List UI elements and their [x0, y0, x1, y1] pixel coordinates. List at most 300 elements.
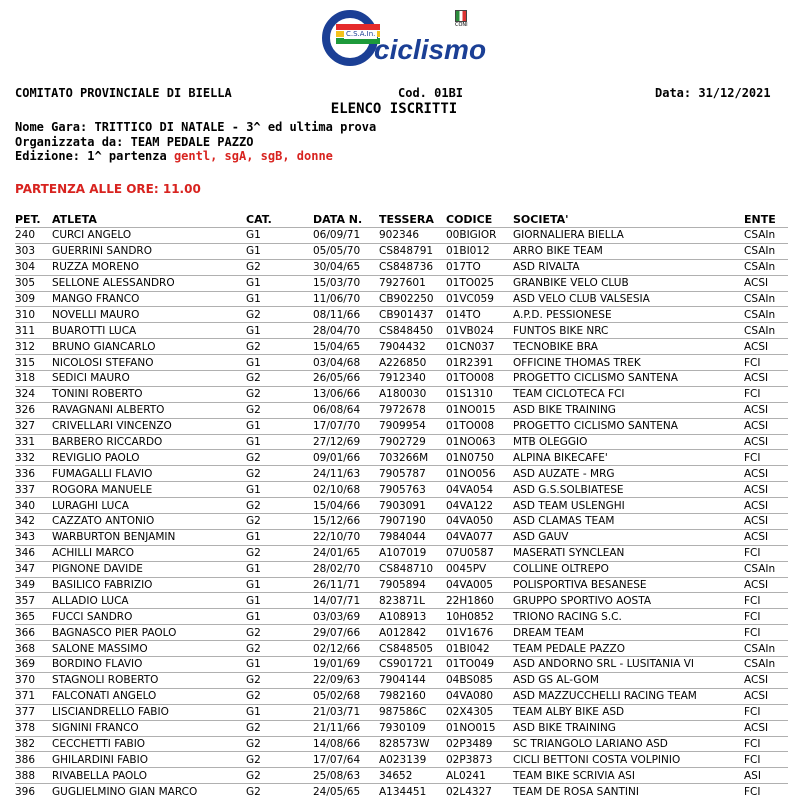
cell-tessera: CB902250: [379, 291, 446, 307]
cell-atleta: CAZZATO ANTONIO: [52, 514, 246, 530]
cell-societa: ASD GS AL-GOM: [513, 672, 744, 688]
cell-tessera: 7902729: [379, 434, 446, 450]
cell-codice: 04BS085: [446, 672, 513, 688]
logo-small-text: C.S.A.In.: [344, 30, 377, 39]
cell-data-nascita: 22/10/70: [313, 529, 379, 545]
cell-societa: ASD ANDORNO SRL - LUSITANIA VI: [513, 657, 744, 673]
cell-cat: G2: [246, 641, 313, 657]
coni-emblem: [455, 10, 467, 26]
table-row: [15, 371, 788, 387]
cell-societa: ASD VELO CLUB VALSESIA: [513, 291, 744, 307]
cell-tessera: 703266M: [379, 450, 446, 466]
cell-tessera: 7905763: [379, 482, 446, 498]
cell-codice: 01NO056: [446, 466, 513, 482]
cell-atleta: ALLADIO LUCA: [52, 593, 246, 609]
cell-societa: ASD BIKE TRAINING: [513, 720, 744, 736]
start-time: PARTENZA ALLE ORE: 11.00: [15, 182, 201, 196]
table-row: [15, 386, 788, 402]
table-row: [15, 228, 788, 244]
cell-tessera: A226850: [379, 355, 446, 371]
cell-tessera: CS848450: [379, 323, 446, 339]
cell-pet: 370: [15, 672, 52, 688]
cell-data-nascita: 21/03/71: [313, 704, 379, 720]
cell-pet: 396: [15, 784, 52, 799]
cell-atleta: PIGNONE DAVIDE: [52, 561, 246, 577]
cell-data-nascita: 30/04/65: [313, 259, 379, 275]
cell-tessera: 823871L: [379, 593, 446, 609]
committee-name: COMITATO PROVINCIALE DI BIELLA: [15, 86, 232, 100]
cell-atleta: SEDICI MAURO: [52, 371, 246, 387]
cell-data-nascita: 15/04/66: [313, 498, 379, 514]
race-organizer: Organizzata da: TEAM PEDALE PAZZO: [15, 135, 253, 149]
cell-ente: CSAIn: [744, 228, 788, 244]
cell-pet: 315: [15, 355, 52, 371]
cell-cat: G2: [246, 784, 313, 799]
cell-pet: 349: [15, 577, 52, 593]
cell-data-nascita: 17/07/70: [313, 418, 379, 434]
cell-pet: 240: [15, 228, 52, 244]
cell-atleta: CRIVELLARI VINCENZO: [52, 418, 246, 434]
col-header-data: DATA N.: [313, 212, 379, 228]
cell-societa: ASD CLAMAS TEAM: [513, 514, 744, 530]
cell-societa: TRIONO RACING S.C.: [513, 609, 744, 625]
cell-tessera: 7904432: [379, 339, 446, 355]
cell-pet: 311: [15, 323, 52, 339]
cell-societa: GIORNALIERA BIELLA: [513, 228, 744, 244]
cell-codice: 02X4305: [446, 704, 513, 720]
table-row: [15, 720, 788, 736]
cell-societa: ASD TEAM USLENGHI: [513, 498, 744, 514]
cell-data-nascita: 15/03/70: [313, 275, 379, 291]
cell-pet: 305: [15, 275, 52, 291]
cell-codice: 01TO049: [446, 657, 513, 673]
cell-atleta: NOVELLI MAURO: [52, 307, 246, 323]
cell-societa: COLLINE OLTREPO: [513, 561, 744, 577]
cell-societa: ARRO BIKE TEAM: [513, 243, 744, 259]
col-header-ente: ENTE: [744, 212, 788, 228]
cell-codice: 10H0852: [446, 609, 513, 625]
cell-atleta: BORDINO FLAVIO: [52, 657, 246, 673]
table-row: [15, 259, 788, 275]
cell-pet: 388: [15, 768, 52, 784]
cell-data-nascita: 22/09/63: [313, 672, 379, 688]
cell-pet: 324: [15, 386, 52, 402]
cell-codice: 04VA122: [446, 498, 513, 514]
table-row: [15, 291, 788, 307]
table-row: [15, 736, 788, 752]
cell-atleta: RAVAGNANI ALBERTO: [52, 402, 246, 418]
cell-data-nascita: 06/09/71: [313, 228, 379, 244]
cell-tessera: CS901721: [379, 657, 446, 673]
cell-atleta: MANGO FRANCO: [52, 291, 246, 307]
cell-ente: FCI: [744, 784, 788, 799]
cell-ente: FCI: [744, 355, 788, 371]
cell-tessera: 987586C: [379, 704, 446, 720]
table-row: [15, 482, 788, 498]
cell-tessera: CB901437: [379, 307, 446, 323]
cell-societa: MTB OLEGGIO: [513, 434, 744, 450]
cell-ente: ACSI: [744, 466, 788, 482]
cell-ente: CSAIn: [744, 259, 788, 275]
cell-cat: G2: [246, 625, 313, 641]
cell-pet: 382: [15, 736, 52, 752]
cell-pet: 312: [15, 339, 52, 355]
cell-ente: ACSI: [744, 529, 788, 545]
cell-data-nascita: 05/05/70: [313, 243, 379, 259]
cell-pet: 331: [15, 434, 52, 450]
cell-pet: 365: [15, 609, 52, 625]
cell-societa: TEAM PEDALE PAZZO: [513, 641, 744, 657]
table-row: [15, 577, 788, 593]
cell-codice: 01VB024: [446, 323, 513, 339]
cell-cat: G2: [246, 307, 313, 323]
col-header-societa: SOCIETA': [513, 212, 744, 228]
cell-societa: TEAM DE ROSA SANTINI: [513, 784, 744, 799]
cell-cat: G2: [246, 688, 313, 704]
cell-cat: G1: [246, 355, 313, 371]
cell-atleta: GHILARDINI FABIO: [52, 752, 246, 768]
entries-table: [15, 212, 788, 799]
col-header-cat: CAT.: [246, 212, 313, 228]
table-row: [15, 307, 788, 323]
cell-data-nascita: 25/08/63: [313, 768, 379, 784]
cell-societa: A.P.D. PESSIONESE: [513, 307, 744, 323]
cell-ente: FCI: [744, 752, 788, 768]
cell-atleta: SELLONE ALESSANDRO: [52, 275, 246, 291]
cell-cat: G2: [246, 720, 313, 736]
cell-societa: TEAM CICLOTECA FCI: [513, 386, 744, 402]
table-row: [15, 418, 788, 434]
cell-tessera: CS848710: [379, 561, 446, 577]
cell-data-nascita: 28/02/70: [313, 561, 379, 577]
cell-data-nascita: 24/11/63: [313, 466, 379, 482]
cell-tessera: 7903091: [379, 498, 446, 514]
cell-cat: G1: [246, 323, 313, 339]
table-row: [15, 641, 788, 657]
cell-ente: CSAIn: [744, 291, 788, 307]
cell-cat: G1: [246, 243, 313, 259]
cell-codice: 01NO015: [446, 402, 513, 418]
cell-tessera: A108913: [379, 609, 446, 625]
committee-code: Cod. 01BI: [398, 86, 463, 100]
cell-codice: 04VA077: [446, 529, 513, 545]
cell-societa: ASD MAZZUCCHELLI RACING TEAM: [513, 688, 744, 704]
cell-ente: FCI: [744, 450, 788, 466]
cell-pet: 336: [15, 466, 52, 482]
cell-ente: FCI: [744, 736, 788, 752]
cell-cat: G1: [246, 482, 313, 498]
cell-societa: FUNTOS BIKE NRC: [513, 323, 744, 339]
cell-ente: FCI: [744, 386, 788, 402]
cell-tessera: A134451: [379, 784, 446, 799]
table-row: [15, 243, 788, 259]
cell-societa: OFFICINE THOMAS TREK: [513, 355, 744, 371]
table-row: [15, 672, 788, 688]
cell-cat: G1: [246, 434, 313, 450]
cell-codice: 01NO015: [446, 720, 513, 736]
logo-word: ciclismo: [374, 34, 486, 66]
cell-societa: GRUPPO SPORTIVO AOSTA: [513, 593, 744, 609]
cell-tessera: A012842: [379, 625, 446, 641]
cell-data-nascita: 26/05/66: [313, 371, 379, 387]
cell-atleta: TONINI ROBERTO: [52, 386, 246, 402]
cell-tessera: 7905787: [379, 466, 446, 482]
document-date: Data: 31/12/2021: [655, 86, 771, 100]
cell-tessera: 7905894: [379, 577, 446, 593]
cell-codice: 01BI042: [446, 641, 513, 657]
cell-cat: G2: [246, 339, 313, 355]
cell-data-nascita: 02/10/68: [313, 482, 379, 498]
cell-societa: POLISPORTIVA BESANESE: [513, 577, 744, 593]
cell-codice: 014TO: [446, 307, 513, 323]
cell-pet: 309: [15, 291, 52, 307]
cell-societa: PROGETTO CICLISMO SANTENA: [513, 418, 744, 434]
cell-atleta: STAGNOLI ROBERTO: [52, 672, 246, 688]
cell-atleta: REVIGLIO PAOLO: [52, 450, 246, 466]
page-title: ELENCO ISCRITTI: [0, 101, 788, 117]
cell-atleta: BUAROTTI LUCA: [52, 323, 246, 339]
table-row: [15, 752, 788, 768]
cell-atleta: CURCI ANGELO: [52, 228, 246, 244]
cell-pet: 343: [15, 529, 52, 545]
cell-ente: CSAIn: [744, 561, 788, 577]
cell-data-nascita: 09/01/66: [313, 450, 379, 466]
cell-pet: 303: [15, 243, 52, 259]
cell-data-nascita: 02/12/66: [313, 641, 379, 657]
cell-codice: 04VA005: [446, 577, 513, 593]
cell-codice: 01R2391: [446, 355, 513, 371]
cell-societa: MASERATI SYNCLEAN: [513, 545, 744, 561]
cell-codice: 01TO008: [446, 371, 513, 387]
cell-ente: CSAIn: [744, 323, 788, 339]
cell-societa: PROGETTO CICLISMO SANTENA: [513, 371, 744, 387]
cell-cat: G2: [246, 466, 313, 482]
cell-societa: TEAM BIKE SCRIVIA ASI: [513, 768, 744, 784]
cell-tessera: CS848736: [379, 259, 446, 275]
cell-data-nascita: 08/11/66: [313, 307, 379, 323]
cell-tessera: 34652: [379, 768, 446, 784]
cell-codice: 01VC059: [446, 291, 513, 307]
cell-atleta: CECCHETTI FABIO: [52, 736, 246, 752]
cell-cat: G2: [246, 514, 313, 530]
cell-codice: 0045PV: [446, 561, 513, 577]
cell-cat: G1: [246, 529, 313, 545]
cell-cat: G2: [246, 736, 313, 752]
table-row: [15, 704, 788, 720]
cell-tessera: 7909954: [379, 418, 446, 434]
cell-tessera: A023139: [379, 752, 446, 768]
cell-codice: AL0241: [446, 768, 513, 784]
table-row: [15, 657, 788, 673]
cell-cat: G2: [246, 402, 313, 418]
cell-pet: 340: [15, 498, 52, 514]
cell-codice: 02P3489: [446, 736, 513, 752]
table-row: [15, 498, 788, 514]
table-row: [15, 323, 788, 339]
cell-ente: FCI: [744, 593, 788, 609]
cell-cat: G1: [246, 228, 313, 244]
cell-cat: G1: [246, 561, 313, 577]
cell-atleta: NICOLOSI STEFANO: [52, 355, 246, 371]
cell-atleta: RUZZA MORENO: [52, 259, 246, 275]
cell-pet: 318: [15, 371, 52, 387]
cell-pet: 342: [15, 514, 52, 530]
cell-atleta: ROGORA MANUELE: [52, 482, 246, 498]
table-row: [15, 355, 788, 371]
cell-codice: 04VA050: [446, 514, 513, 530]
cell-ente: FCI: [744, 545, 788, 561]
table-row: [15, 434, 788, 450]
cell-pet: 366: [15, 625, 52, 641]
cell-pet: 326: [15, 402, 52, 418]
cell-tessera: A180030: [379, 386, 446, 402]
cell-data-nascita: 28/04/70: [313, 323, 379, 339]
cell-pet: 386: [15, 752, 52, 768]
col-header-codice: CODICE: [446, 212, 513, 228]
cell-atleta: ACHILLI MARCO: [52, 545, 246, 561]
cell-cat: G1: [246, 275, 313, 291]
cell-codice: 017TO: [446, 259, 513, 275]
cell-codice: 00BIGIOR: [446, 228, 513, 244]
cell-tessera: 902346: [379, 228, 446, 244]
cell-tessera: 7930109: [379, 720, 446, 736]
cell-data-nascita: 14/07/71: [313, 593, 379, 609]
cell-atleta: BRUNO GIANCARLO: [52, 339, 246, 355]
cell-data-nascita: 03/03/69: [313, 609, 379, 625]
cell-codice: 04VA054: [446, 482, 513, 498]
cell-cat: G2: [246, 450, 313, 466]
cell-pet: 310: [15, 307, 52, 323]
cell-atleta: SIGNINI FRANCO: [52, 720, 246, 736]
cell-atleta: SALONE MASSIMO: [52, 641, 246, 657]
cell-ente: CSAIn: [744, 657, 788, 673]
cell-data-nascita: 26/11/71: [313, 577, 379, 593]
cell-pet: 357: [15, 593, 52, 609]
cell-ente: FCI: [744, 704, 788, 720]
cell-ente: FCI: [744, 609, 788, 625]
cell-ente: ASI: [744, 768, 788, 784]
cell-ente: ACSI: [744, 482, 788, 498]
cell-societa: CICLI BETTONI COSTA VOLPINIO: [513, 752, 744, 768]
cell-codice: 01CN037: [446, 339, 513, 355]
cell-societa: ASD RIVALTA: [513, 259, 744, 275]
cell-ente: ACSI: [744, 418, 788, 434]
cell-codice: 01NO063: [446, 434, 513, 450]
cell-ente: ACSI: [744, 514, 788, 530]
cell-codice: 01TO008: [446, 418, 513, 434]
cell-tessera: 7904144: [379, 672, 446, 688]
cell-ente: ACSI: [744, 577, 788, 593]
cell-tessera: 7972678: [379, 402, 446, 418]
cell-data-nascita: 17/07/64: [313, 752, 379, 768]
cell-tessera: CS848505: [379, 641, 446, 657]
cell-pet: 346: [15, 545, 52, 561]
cell-data-nascita: 14/08/66: [313, 736, 379, 752]
table-row: [15, 561, 788, 577]
cell-cat: G1: [246, 704, 313, 720]
cell-societa: ASD G.S.SOLBIATESE: [513, 482, 744, 498]
cell-data-nascita: 05/02/68: [313, 688, 379, 704]
cell-data-nascita: 24/05/65: [313, 784, 379, 799]
cell-data-nascita: 03/04/68: [313, 355, 379, 371]
table-row: [15, 609, 788, 625]
cell-data-nascita: 06/08/64: [313, 402, 379, 418]
cell-ente: ACSI: [744, 498, 788, 514]
table-row: [15, 450, 788, 466]
cell-cat: G1: [246, 577, 313, 593]
cell-societa: ASD GAUV: [513, 529, 744, 545]
table-row: [15, 466, 788, 482]
cell-tessera: 7927601: [379, 275, 446, 291]
cell-pet: 327: [15, 418, 52, 434]
cell-pet: 337: [15, 482, 52, 498]
cell-tessera: 828573W: [379, 736, 446, 752]
cell-cat: G2: [246, 498, 313, 514]
cell-pet: 304: [15, 259, 52, 275]
cell-ente: ACSI: [744, 672, 788, 688]
cell-cat: G1: [246, 418, 313, 434]
cell-ente: ACSI: [744, 720, 788, 736]
cell-tessera: 7982160: [379, 688, 446, 704]
cell-cat: G1: [246, 593, 313, 609]
cell-cat: G2: [246, 371, 313, 387]
cell-atleta: FALCONATI ANGELO: [52, 688, 246, 704]
cell-data-nascita: 21/11/66: [313, 720, 379, 736]
col-header-atleta: ATLETA: [52, 212, 246, 228]
cell-pet: 347: [15, 561, 52, 577]
cell-tessera: A107019: [379, 545, 446, 561]
race-edition: [15, 149, 333, 163]
cell-tessera: 7907190: [379, 514, 446, 530]
cell-cat: G2: [246, 386, 313, 402]
cell-cat: G2: [246, 672, 313, 688]
cell-codice: 01V1676: [446, 625, 513, 641]
cell-pet: 332: [15, 450, 52, 466]
cell-cat: G1: [246, 291, 313, 307]
cell-ente: ACSI: [744, 688, 788, 704]
cell-ente: ACSI: [744, 339, 788, 355]
cell-tessera: 7984044: [379, 529, 446, 545]
cell-data-nascita: 29/07/66: [313, 625, 379, 641]
col-header-pet: PET.: [15, 212, 52, 228]
cell-codice: 04VA080: [446, 688, 513, 704]
cell-societa: ALPINA BIKECAFE': [513, 450, 744, 466]
cell-ente: ACSI: [744, 402, 788, 418]
table-body: [15, 228, 788, 799]
cell-cat: G2: [246, 752, 313, 768]
cell-tessera: CS848791: [379, 243, 446, 259]
cell-atleta: BASILICO FABRIZIO: [52, 577, 246, 593]
cell-pet: 377: [15, 704, 52, 720]
cell-codice: 01N0750: [446, 450, 513, 466]
cell-codice: 01BI012: [446, 243, 513, 259]
shield-icon: [455, 10, 467, 22]
table-row: [15, 275, 788, 291]
cell-atleta: GUERRINI SANDRO: [52, 243, 246, 259]
table-row: [15, 784, 788, 799]
cell-ente: CSAIn: [744, 307, 788, 323]
cell-data-nascita: 19/01/69: [313, 657, 379, 673]
table-row: [15, 688, 788, 704]
cell-atleta: BAGNASCO PIER PAOLO: [52, 625, 246, 641]
cell-atleta: BARBERO RICCARDO: [52, 434, 246, 450]
cell-cat: G2: [246, 768, 313, 784]
cell-codice: 02P3873: [446, 752, 513, 768]
cell-atleta: LISCIANDRELLO FABIO: [52, 704, 246, 720]
cell-data-nascita: 15/04/65: [313, 339, 379, 355]
edition-label: Edizione: 1^ partenza: [15, 149, 167, 163]
cell-codice: 22H1860: [446, 593, 513, 609]
